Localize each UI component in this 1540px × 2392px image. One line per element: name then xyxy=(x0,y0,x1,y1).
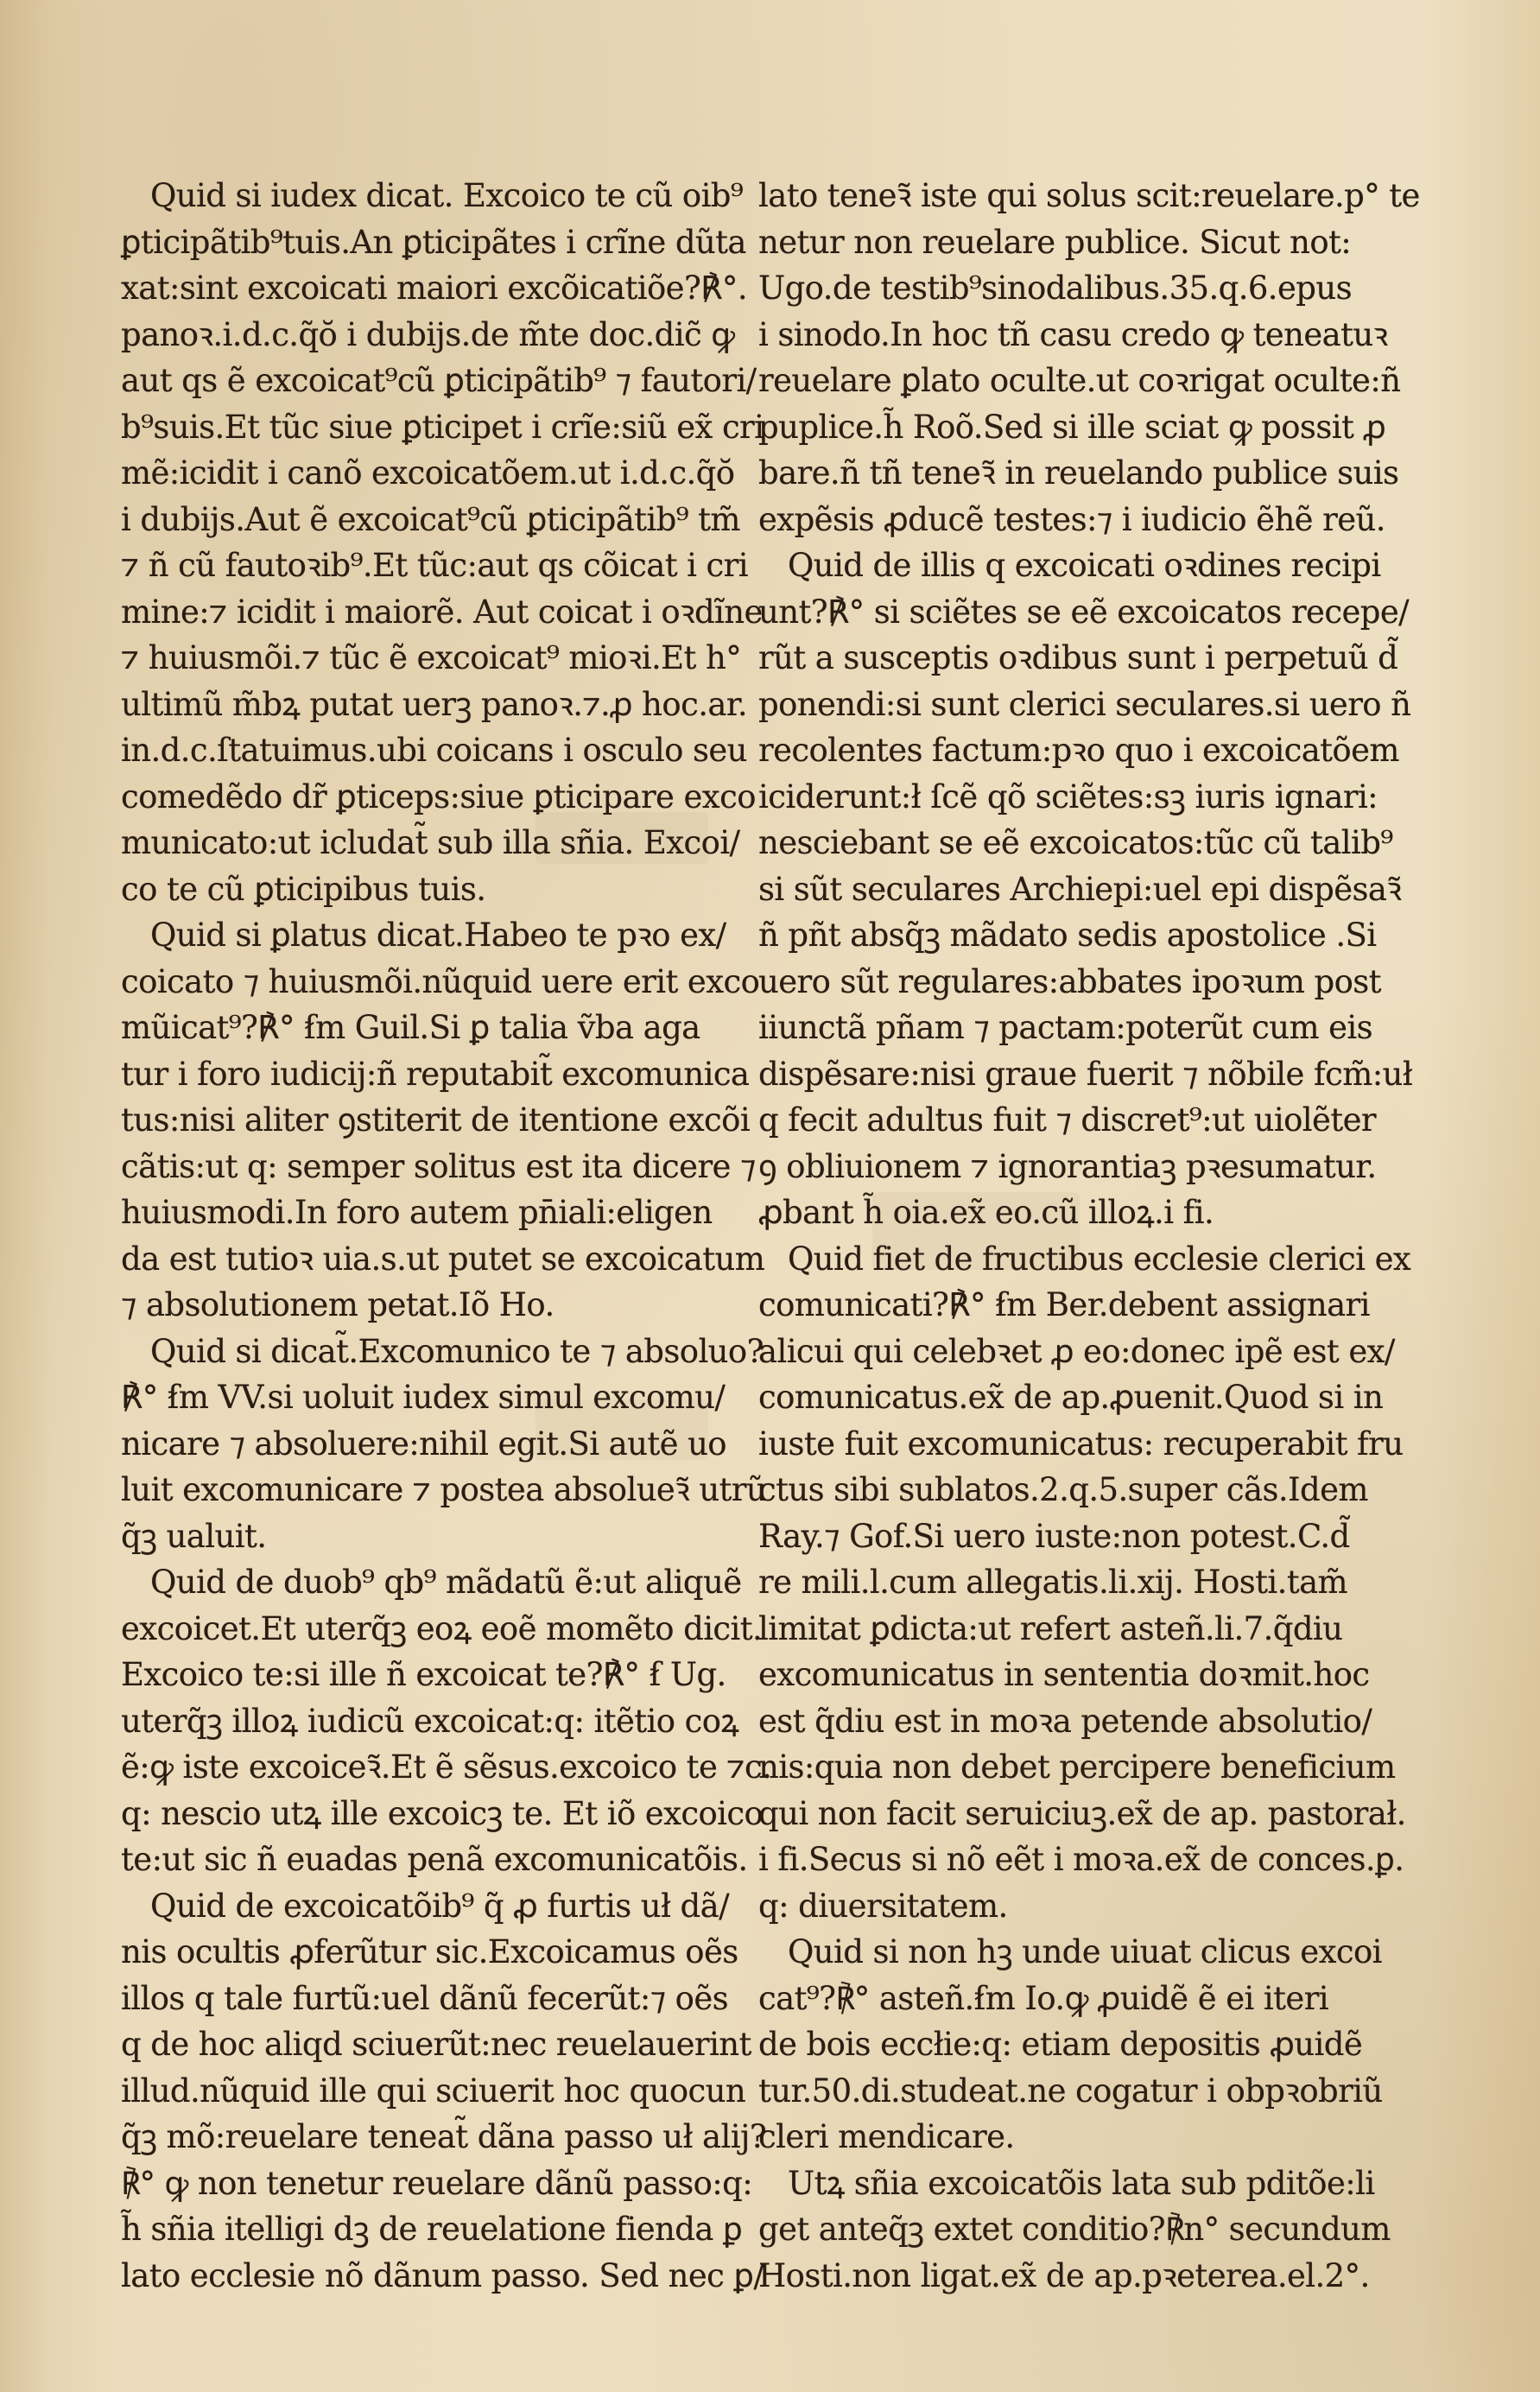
text-line: panoꝛ.i.d.c.q̃ŏ i dubijs.de m̃te doc.dic̃ ꝙ xyxy=(121,315,735,353)
text-line: ꝯ obliuionem ⁊ ignorantiaꝫ pꝛesumatur. xyxy=(758,1147,1377,1185)
text-line: tur i foro iudicij:ñ reputabit̃ excomunica xyxy=(121,1055,750,1093)
text-line: nicare ⁊ absoluere:nihil egit.Si autẽ uo xyxy=(121,1424,726,1462)
text-line: Ray.⁊ Gof.Si uero iuste:non potest.C.d̃ xyxy=(758,1517,1350,1555)
text-line: huiusmodi.In foro autem pn̄iali:eligen xyxy=(121,1194,713,1231)
text-line: uero sũt regulares:abbates ipoꝛum post xyxy=(758,962,1381,1000)
text-line: comedẽdo dr̃ ꝑticeps:siue ꝑticipare exco xyxy=(121,777,756,815)
text-line: ñ pñt absq̃ꝫ mãdato sedis apostolice .Si xyxy=(758,917,1377,954)
text-line: q: nescio utꝝ ille excoicꝫ te. Et iõ excoico xyxy=(121,1794,764,1832)
text-line: nis ocultis ꝓferũtur sic.Excoicamus oẽs xyxy=(121,1933,738,1970)
text-line: luit excomunicare ⁊ postea absolueꝛ̃ utrũ xyxy=(121,1471,767,1508)
text-line: ⁊ huiusmõi.⁊ tũc ẽ excoicat⁹ mioꝛi.Et h° xyxy=(121,639,742,676)
text-line: ℟° ꝙ non tenetur reuelare dãnũ passo:q: xyxy=(121,2164,753,2202)
text-line: mẽ:icidit i canõ excoicatõem.ut i.d.c.q̃ŏ xyxy=(121,454,735,492)
text-line: nesciebant se eẽ excoicatos:tũc cũ talib⁹ xyxy=(758,824,1393,861)
text-line: Quid si ꝑlatus dicat.Habeo te pꝛo ex/ xyxy=(150,917,726,954)
left-text-column xyxy=(121,173,772,2299)
text-line: i dubijs.Aut ẽ excoicat⁹cũ ꝑticipãtib⁹ tm̃ xyxy=(121,500,740,538)
text-line: puplice.h̃ Roõ.Sed si ille sciat ꝙ possit ꝓ xyxy=(758,408,1386,446)
text-line: dispẽsare:nisi graue fuerit ⁊ nõbile fcm̃:uł xyxy=(758,1055,1413,1093)
text-line: ℟° ẜm VV.si uoluit iudex simul excomu/ xyxy=(121,1379,726,1416)
text-line: excomunicatus in sententia doꝛmit.hoc xyxy=(758,1656,1370,1693)
text-line: tus:nisi aliter ꝯstiterit de itentione excõi xyxy=(121,1101,751,1139)
text-line: q̃ꝫ mõ:reuelare teneat̃ dãna passo uł alij? xyxy=(121,2118,767,2155)
text-line: iuste fuit excomunicatus: recuperabit fru xyxy=(758,1424,1404,1462)
text-line: municato:ut icludat̃ sub illa sñia. Excoi/ xyxy=(121,824,740,861)
text-line: comunicati?℟° ẜm Ber.debent assignari xyxy=(758,1286,1370,1323)
text-line: get anteq̃ꝫ extet conditio?℟n° secundum xyxy=(758,2211,1391,2248)
text-line: rũt a susceptis oꝛdibus sunt i perpetuũ d̃ xyxy=(758,639,1398,676)
text-line: est q̃diu est in moꝛa petende absolutio/ xyxy=(758,1702,1372,1740)
text-line: bare.ñ tñ teneꝛ̃ in reuelando publice suis xyxy=(758,454,1399,492)
text-line: Quid de illis q excoicati oꝛdines recipi xyxy=(788,547,1381,584)
text-line: de bois eccłie:q: etiam depositis ꝓuidẽ xyxy=(758,2026,1363,2063)
text-line: qui non facit seruiciuꝫ.ex̃ de ap. pastorał. xyxy=(758,1794,1406,1832)
text-line: alicui qui celebꝛet ꝓ eo:donec ipẽ est ex/ xyxy=(758,1332,1395,1370)
text-line: ẽ:ꝙ iste excoiceꝛ̃.Et ẽ sẽsus.excoico te ⁊c. xyxy=(121,1748,772,1786)
text-line: Excoico te:si ille ñ excoicat te?℟° ẜ Ug. xyxy=(121,1656,726,1693)
text-line: re mili.l.cum allegatis.li.xij. Hosti.tam̃ xyxy=(758,1564,1348,1601)
text-line: excoicet.Et uterq̃ꝫ eoꝝ eoẽ momẽto dicit. xyxy=(121,1609,763,1647)
text-line: i fi.Secus si nõ eẽt i moꝛa.ex̃ de conces.ꝑ. xyxy=(758,1841,1404,1878)
text-line: tur.50.di.studeat.ne cogatur i obpꝛobriũ xyxy=(758,2072,1383,2110)
text-line: mũicat⁹?℟° ẜm Guil.Si ꝑ talia ṽba aga xyxy=(121,1009,700,1046)
text-line: lato ecclesie nõ dãnum passo. Sed nec ꝑ/ xyxy=(121,2256,764,2294)
text-line: Hosti.non ligat.ex̃ de ap.pꝛeterea.el.2°. xyxy=(758,2256,1370,2294)
text-line: da est tutioꝛ uia.s.ut putet se excoicatum xyxy=(121,1240,765,1278)
text-line: uterq̃ꝫ illoꝝ iudicũ excoicat:q: itẽtio coꝝ xyxy=(121,1702,739,1740)
text-line: aut qs ẽ excoicat⁹cũ ꝑticipãtib⁹ ⁊ fautori/ xyxy=(121,362,757,399)
text-line: i sinodo.In hoc tñ casu credo ꝙ teneatuꝛ xyxy=(758,315,1388,353)
text-line: si sũt seculares Archiepi:uel epi dispẽsaꝛ̃ xyxy=(758,870,1402,908)
text-line: ⁊ absolutionem petat.Iõ Ho. xyxy=(121,1286,555,1323)
text-line: nis:quia non debet percipere beneficium xyxy=(758,1748,1396,1786)
text-line: Quid si dicat̃.Excomunico te ⁊ absoluo? xyxy=(150,1332,764,1370)
text-line: te:ut sic ñ euadas penã excomunicatõis. xyxy=(121,1841,748,1878)
text-line: Ugo.de testib⁹sinodalibus.35.q.6.epus xyxy=(758,270,1352,307)
text-line: recolentes factum:pꝛo quo i excoicatõem xyxy=(758,732,1399,769)
text-line: b⁹suis.Et tũc siue ꝑticipet i crĩe:siũ ex̃ cri xyxy=(121,408,764,446)
text-line: cleri mendicare. xyxy=(758,2118,1015,2155)
text-line: iciderunt:ł ſcẽ qõ sciẽtes:sꝫ iuris ignari: xyxy=(758,777,1378,815)
text-line: Quid fiet de fructibus ecclesie clerici ex xyxy=(788,1240,1411,1278)
text-line: illos q tale furtũ:uel dãnũ fecerũt:⁊ oẽs xyxy=(121,1979,729,2017)
text-line: in.d.c.ſtatuimus.ubi coicans i osculo seu xyxy=(121,732,747,769)
text-line: comunicatus.ex̃ de ap.ꝓuenit.Quod si in xyxy=(758,1379,1384,1416)
text-line: limitat ꝑdicta:ut refert asteñ.li.7.q̃diu xyxy=(758,1609,1343,1647)
text-line: q: diuersitatem. xyxy=(758,1887,1008,1925)
text-line: coicato ⁊ huiusmõi.nũquid uere erit exco xyxy=(121,962,760,1000)
text-line: Utꝝ sñia excoicatõis lata sub pditõe:li xyxy=(788,2164,1375,2202)
text-line: mine:⁊ icidit i maiorẽ. Aut coicat i oꝛdĩne xyxy=(121,593,763,631)
text-line: Quid de duob⁹ qb⁹ mãdatũ ẽ:ut aliquẽ xyxy=(150,1564,742,1601)
text-line: Quid de excoicatõib⁹ q̃ ꝓ furtis uł dã/ xyxy=(150,1887,729,1925)
text-line: xat:sint excoicati maiori excõicatiõe?℟°. xyxy=(121,270,747,307)
text-line: ponendi:si sunt clerici seculares.si uero ñ xyxy=(758,685,1411,723)
text-line: Quid si iudex dicat. Excoico te cũ oib⁹ xyxy=(150,177,744,214)
text-line: lato teneꝛ̃ iste qui solus scit:reuelare.p° te xyxy=(758,177,1420,214)
text-line: unt?℟° si sciẽtes se eẽ excoicatos recepe/ xyxy=(758,593,1409,631)
text-line: ultimũ m̃bꝝ putat uerꝫ panoꝛ.⁊.ꝓ hoc.ar. xyxy=(121,685,747,723)
text-line: reuelare ꝑlato oculte.ut coꝛrigat oculte:ñ xyxy=(758,362,1401,399)
text-line: cãtis:ut q: semper solitus est ita dicere ⁊ xyxy=(121,1147,756,1185)
text-line: q̃ꝫ ualuit. xyxy=(121,1517,267,1555)
text-line: illud.nũquid ille qui sciuerit hoc quocun xyxy=(121,2072,746,2110)
text-line: ꝓbant h̃ oia.ex̃ eo.cũ illoꝝ.i fi. xyxy=(758,1194,1214,1231)
text-line: ⁊ ñ cũ fautoꝛib⁹.Et tũc:aut qs cõicat i cri xyxy=(121,547,748,584)
right-text-column xyxy=(758,173,1420,2299)
text-line: co te cũ ꝑticipibus tuis. xyxy=(121,870,486,908)
text-line: q fecit adultus fuit ⁊ discret⁹:ut uiolẽter xyxy=(758,1101,1376,1139)
text-line: expẽsis ꝓducẽ testes:⁊ i iudicio ẽhẽ reũ. xyxy=(758,500,1385,538)
text-line: Quid si non hꝫ unde uiuat clicus excoi xyxy=(788,1933,1382,1970)
text-line: iiunctã pñam ⁊ pactam:poterũt cum eis xyxy=(758,1009,1373,1046)
text-line: ꝑticipãtib⁹tuis.An ꝑticipãtes i crĩne dũta xyxy=(121,223,746,261)
text-line: netur non reuelare publice. Sicut not: xyxy=(758,223,1352,261)
text-line: ctus sibi sublatos.2.q.5.super cãs.Idem xyxy=(758,1471,1368,1508)
text-line: q de hoc aliqd sciuerũt:nec reuelauerint xyxy=(121,2026,751,2063)
text-line: h̃ sñia itelligi dꝫ de reuelatione fienda ꝑ xyxy=(121,2211,743,2248)
text-line: cat⁹?℟° asteñ.ẜm Io.ꝙ ꝓuidẽ ẽ ei iteri xyxy=(758,1979,1329,2017)
